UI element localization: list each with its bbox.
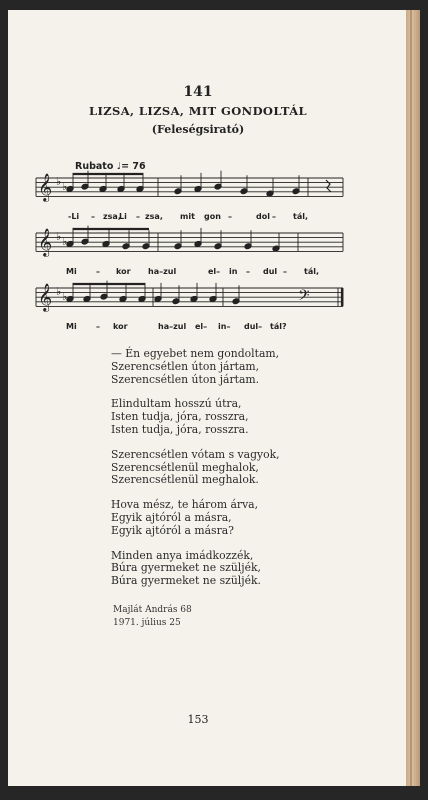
collection-date: 1971. július 25 [113, 617, 181, 628]
lyric-syllable: el– [208, 267, 221, 276]
stanza-line: Egyik ajtóról a másra? [111, 523, 234, 537]
lyric-syllable: – [272, 212, 276, 221]
stanza-line: Isten tudja, jóra, rosszra, [111, 410, 249, 424]
lyric-syllable: – [91, 212, 95, 221]
lyric-syllable: mit [180, 212, 195, 221]
stanza-line: Minden anya imádkozzék, [111, 548, 254, 562]
lyric-syllable: dul– [244, 322, 263, 331]
stanza-line: Búra gyermeket ne szüljék. [111, 574, 261, 588]
flat-icon: ♭ [56, 285, 62, 298]
treble-clef-icon: 𝄞 [38, 283, 53, 311]
quarter-rest [326, 180, 331, 192]
stanza-line: Isten tudja, jóra, rosszra. [111, 422, 249, 436]
song-subtitle: (Feleségsirató) [151, 123, 245, 136]
lyric-syllable: zsa, [145, 212, 163, 221]
lyric-syllable: ha–zul [158, 322, 187, 331]
book-spine [406, 10, 420, 786]
lyric-syllable: tál, [304, 267, 320, 276]
song-text [111, 348, 371, 600]
treble-clef-icon: 𝄞 [38, 228, 53, 256]
lyric-syllable: kor [113, 322, 128, 331]
flat-icon: ♭ [56, 230, 62, 243]
lyric-syllable: in– [218, 322, 231, 331]
stanza-line: Szerencsétlen vótam s vagyok, [111, 447, 280, 461]
lyric-syllable: ha–zul [148, 267, 177, 276]
stanza [111, 449, 371, 487]
stanza [111, 398, 371, 436]
stanza-line: Szerencsétlen úton jártam. [111, 372, 260, 386]
stanza-line: Szerencsétlenül meghalok. [111, 473, 259, 487]
book-page [8, 10, 406, 786]
lyric-syllable: – [246, 267, 250, 276]
lyric-syllable: -Li [68, 212, 80, 221]
lyric-syllable: kor [116, 267, 131, 276]
song-number: 141 [183, 84, 213, 100]
flat-icon: ♭ [62, 235, 68, 248]
lyric-syllable: – [283, 267, 287, 276]
lyric-syllable: el– [195, 322, 208, 331]
stanza [111, 499, 371, 537]
lyric-syllable: – [136, 212, 140, 221]
lyric-syllable: dol [256, 212, 270, 221]
music-notation [8, 10, 406, 340]
singer-name: Majlát András 68 [113, 605, 192, 615]
lyric-syllable: – [228, 212, 232, 221]
bass-clef-icon: 𝄢 [298, 287, 310, 308]
stanza-line: Szerencsétlenül meghalok, [111, 460, 259, 474]
stanza [111, 550, 371, 588]
book-spine-edge [410, 10, 412, 786]
lyric-syllable: Mi [66, 322, 77, 331]
lyric-syllable: dul [263, 267, 278, 276]
lyric-syllable: – [96, 267, 100, 276]
stanza [111, 348, 371, 386]
stanza-line: Elindultam hosszú útra, [111, 397, 242, 411]
lyric-syllable: Li [119, 212, 127, 221]
stanza-line: Búra gyermeket ne szüljék, [111, 561, 261, 575]
flat-icon: ♭ [62, 180, 68, 193]
page-number: 153 [187, 713, 209, 726]
tempo-marking: Rubato ♩= 76 [75, 161, 146, 172]
stanza-line: Szerencsétlen úton jártam, [111, 359, 260, 373]
treble-clef-icon: 𝄞 [38, 173, 53, 201]
lyric-syllable: zsa, [103, 212, 121, 221]
flat-icon: ♭ [62, 290, 68, 303]
lyric-syllable: – [96, 322, 100, 331]
lyric-syllable: in [229, 267, 238, 276]
lyric-syllable: Mi [66, 267, 77, 276]
flat-icon: ♭ [56, 175, 62, 188]
stanza-line: Egyik ajtóról a másra, [111, 510, 232, 524]
stanza-line: — Én egyebet nem gondoltam, [111, 347, 280, 360]
lyric-syllable: tál? [270, 322, 287, 331]
source-info [113, 604, 192, 629]
lyric-syllable: tál, [293, 212, 309, 221]
song-title: LIZSA, LIZSA, MIT GONDOLTÁL [88, 104, 308, 118]
lyric-syllable: gon [204, 212, 221, 221]
stanza-line: Hova mész, te három árva, [111, 498, 259, 512]
